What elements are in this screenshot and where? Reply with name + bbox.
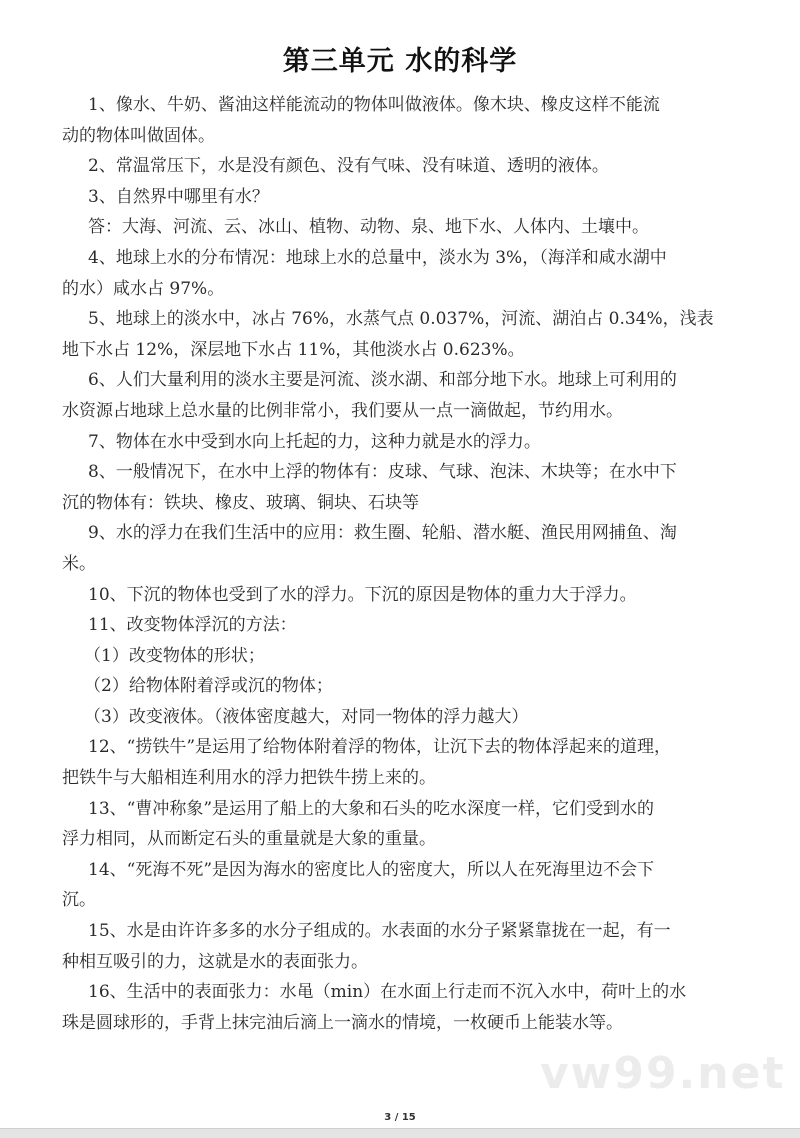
text-line: 种相互吸引的力，这就是水的表面张力。 (62, 951, 368, 972)
text-line: 米。 (62, 553, 96, 574)
text-line: 答：大海、河流、云、冰山、植物、动物、泉、地下水、人体内、土壤中。 (88, 217, 649, 238)
text-line: 浮力相同，从而断定石头的重量就是大象的重量。 (62, 829, 436, 850)
text-line: 把铁牛与大船相连利用水的浮力把铁牛捞上来的。 (62, 768, 436, 789)
page-title: 第三单元 水的科学 (282, 46, 518, 77)
text-line: （1）改变物体的形状； (84, 645, 265, 666)
text-line: 水资源占地球上总水量的比例非常小，我们要从一点一滴做起，节约用水。 (62, 400, 623, 421)
text-line: （3）改变液体。（液体密度越大，对同一物体的浮力越大） (84, 706, 529, 727)
text-line: 5、地球上的淡水中，冰占 76%，水蒸气点 0.037%，河流、湖泊占 0.34%，浅表 (88, 309, 714, 330)
text-line: 11、改变物体浮沉的方法： (88, 615, 297, 636)
text-line: 4、地球上水的分布情况：地球上水的总量中，淡水为 3%，（海洋和咸水湖中 (88, 247, 667, 268)
text-line: 沉的物体有：铁块、橡皮、玻璃、铜块、石块等 (62, 492, 419, 513)
document-body (62, 90, 762, 1038)
page-number: 3 / 15 (384, 1112, 416, 1123)
text-line: 8、一般情况下，在水中上浮的物体有：皮球、气球、泡沫、木块等；在水中下 (88, 462, 677, 483)
text-line: 7、物体在水中受到水向上托起的力，这种力就是水的浮力。 (88, 431, 541, 452)
text-line: 沉。 (62, 890, 96, 911)
text-line: 10、下沉的物体也受到了水的浮力。下沉的原因是物体的重力大于浮力。 (88, 584, 637, 605)
watermark: vw99.net (540, 1048, 786, 1099)
text-line: （2）给物体附着浮或沉的物体； (84, 676, 333, 697)
text-line: 14、“死海不死”是因为海水的密度比人的密度大，所以人在死海里边不会下 (88, 859, 655, 880)
text-line: 3、自然界中哪里有水？ (88, 186, 269, 207)
text-line: 地下水占 12%，深层地下水占 11%，其他淡水占 0.623%。 (62, 339, 525, 360)
text-line: 12、“捞铁牛”是运用了给物体附着浮的物体，让沉下去的物体浮起来的道理， (88, 737, 672, 758)
text-line: 9、水的浮力在我们生活中的应用：救生圈、轮船、潜水艇、渔民用网捕鱼、淘 (88, 523, 677, 544)
text-line: 16、生活中的表面张力：水黾（min）在水面上行走而不沉入水中，荷叶上的水 (88, 982, 687, 1003)
text-line: 的水）咸水占 97%。 (62, 278, 225, 299)
text-line: 6、人们大量利用的淡水主要是河流、淡水湖、和部分地下水。地球上可利用的 (88, 370, 677, 391)
text-line: 1、像水、牛奶、酱油这样能流动的物体叫做液体。像木块、橡皮这样不能流 (88, 95, 660, 115)
text-line: 珠是圆球形的，手背上抹完油后滴上一滴水的情境，一枚硬币上能装水等。 (62, 1012, 623, 1033)
text-line: 15、水是由许许多多的水分子组成的。水表面的水分子紧紧靠拢在一起，有一 (88, 921, 671, 942)
text-line: 2、常温常压下，水是没有颜色、没有气味、没有味道、透明的液体。 (88, 156, 609, 177)
text-line: 13、“曹冲称象”是运用了船上的大象和石头的吃水深度一样，它们受到水的 (88, 798, 655, 819)
text-line: 动的物体叫做固体。 (62, 125, 215, 146)
